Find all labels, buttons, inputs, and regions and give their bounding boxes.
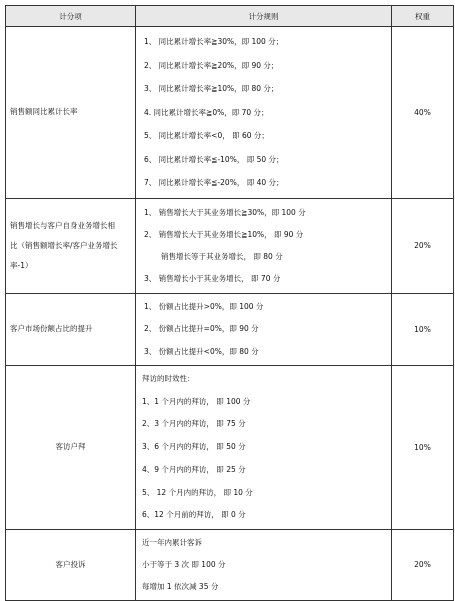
table-row (6, 366, 454, 530)
rule-line: 6、12 个月前的拜访， 即 0 分 (142, 510, 246, 520)
row-weight: 40% (392, 27, 454, 199)
rule-line: 6、 同比累计增长率≦-10%， 即 50 分； (144, 154, 284, 164)
row-rules (136, 529, 392, 600)
row-item: 销售额同比累计长率 (6, 27, 136, 199)
rule-line: 近一年内累计客诉 (142, 537, 202, 547)
row-rules (136, 27, 392, 199)
rule-line: 3、 销售增长小于其业务增长， 即 70 分 (144, 273, 281, 283)
rule-line: 拜访的时效性： (142, 374, 195, 383)
header-item: 计分项 (6, 6, 136, 27)
table-header-row (6, 6, 454, 27)
row-item: 客户市场份额占比的提升 (6, 293, 136, 366)
rule-line: 2、 同比累计增长率≧20%，即 90 分； (144, 60, 279, 70)
table-row (6, 529, 454, 600)
rule-line: 4. 同比累计增长率≧0%，即 70 分； (144, 107, 269, 117)
rule-line: 2、 份额占比提升=0%，即 90 分 (144, 324, 259, 333)
rule-line: 5、 同比累计增长率<0， 即 60 分； (144, 131, 269, 140)
rule-line: 3、6 个月内的拜访， 即 50 分 (142, 442, 246, 452)
rule-line: 1、 同比累计增长率≧30%，即 100 分； (144, 37, 284, 46)
row-item-line: 销售增长与客户自身业务增长相 (10, 220, 115, 230)
rule-line: 7、 同比累计增长率≦-20%， 即 40 分； (144, 178, 284, 187)
header-weight: 权重 (392, 6, 454, 27)
row-weight: 10% (392, 293, 454, 366)
header-rules: 计分规则 (136, 6, 392, 27)
row-item (6, 198, 136, 293)
row-weight: 10% (392, 366, 454, 530)
row-rules (136, 198, 392, 293)
rule-line: 3、 同比累计增长率≧10%，即 80 分； (144, 84, 279, 93)
rule-line: 销售增长等于其业务增长， 即 80 分 (161, 251, 283, 261)
table-row (6, 27, 454, 199)
row-rules (136, 366, 392, 530)
rule-line: 4、9 个月内的拜访， 即 25 分 (142, 464, 246, 474)
row-rules (136, 293, 392, 366)
rule-line: 3、 份额占比提升<0%，即 80 分 (144, 346, 259, 356)
rule-line: 小于等于 3 次 即 100 分 (142, 559, 226, 569)
row-item-line: 比（销售额增长率/客户业务增长 (10, 240, 118, 250)
rule-line: 每增加 1 依次减 35 分 (142, 581, 219, 591)
rule-line: 1、 销售增长大于其业务增长≧30%，即 100 分 (144, 207, 306, 217)
row-item: 客户投诉 (6, 529, 136, 600)
table-row (6, 198, 454, 293)
rule-line: 5、 12 个月内的拜访， 即 10 分 (142, 487, 253, 497)
row-item-line: 率-1） (10, 260, 33, 270)
scoring-table (5, 5, 454, 601)
table-row (6, 293, 454, 366)
row-weight: 20% (392, 529, 454, 600)
rule-line: 1、1 个月内的拜访， 即 100 分 (142, 396, 251, 406)
rule-line: 2、 销售增长大于其业务增长≧10%， 即 90 分 (144, 229, 304, 239)
rule-line: 1、 份额占比提升>0%，即 100 分 (144, 301, 264, 311)
row-weight: 20% (392, 198, 454, 293)
rule-line: 2、3 个月内的拜访， 即 75 分 (142, 419, 246, 429)
row-item: 客访户拜 (6, 366, 136, 530)
